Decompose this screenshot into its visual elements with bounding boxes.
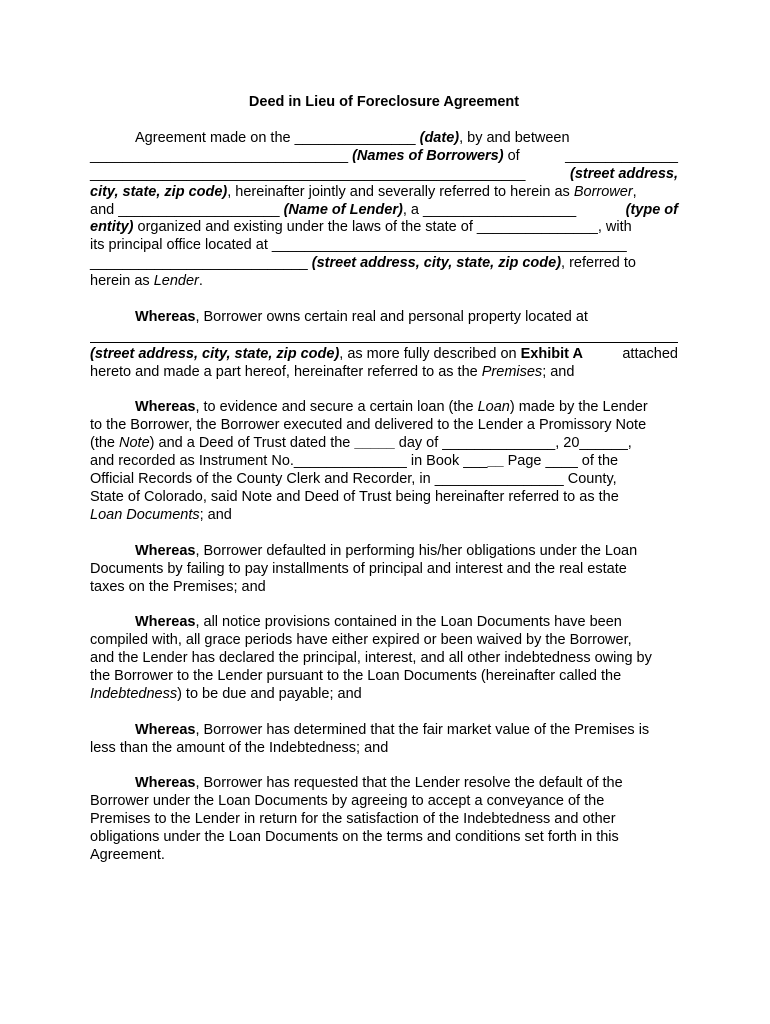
intro-line-9: herein as Lender. — [90, 273, 203, 290]
p3-line-2: to the Borrower, the Borrower executed and delivered to the Lender a Promissory Note — [90, 417, 647, 434]
intro-line-3: ______________________________________________________ (street address, — [90, 165, 678, 182]
whereas-paragraph-6 — [90, 775, 678, 865]
document-page — [90, 94, 678, 883]
p7-line-2: Borrower under the Loan Documents by agreeing to accept a conveyance of the — [90, 793, 605, 810]
document-title: Deed in Lieu of Foreclosure Agreement — [248, 94, 520, 110]
page-blank[interactable]: ____ — [545, 453, 578, 470]
whereas-paragraph-3 — [90, 543, 678, 597]
p7-line-5: Agreement. — [90, 847, 165, 864]
intro-line-6: entity) organized and existing under the laws of the state of _______________, with — [90, 219, 632, 236]
p7-line-4: obligations under the Loan Documents on the terms and conditions set forth in this — [90, 829, 619, 846]
p6-line-2: less than the amount of the Indebtedness; and — [90, 739, 389, 756]
p6-line-1: Whereas, Borrower has determined that the fair market value of the Premises is — [135, 721, 650, 738]
p4-line-3: taxes on the Premises; and — [90, 578, 266, 595]
intro-line-1: Agreement made on the _______________ (date), by and between — [135, 129, 570, 146]
p3-line-3: (the Note) and a Deed of Trust dated the _____ day of ______________, 20______, — [90, 435, 632, 452]
p5-line-1: Whereas, all notice provisions contained in the Loan Documents have been — [135, 614, 622, 631]
p2-line-1: Whereas, Borrower owns certain real and personal property located at — [135, 308, 588, 325]
whereas-paragraph-5 — [90, 722, 678, 758]
intro-line-8: ___________________________ (street address, city, state, zip code), referred to — [90, 255, 636, 272]
p5-line-5: Indebtedness) to be due and payable; and — [90, 685, 362, 702]
borrowers-blank[interactable]: ________________________________ — [90, 147, 349, 164]
p4-line-2: Documents by failing to pay installments of principal and interest and the real estate — [90, 560, 627, 577]
p3-line-5: Official Records of the County Clerk and Recorder, in ________________ County, — [90, 471, 617, 488]
whereas-paragraph-1 — [90, 309, 678, 382]
whereas-paragraph-2 — [90, 399, 678, 524]
intro-paragraph — [90, 130, 678, 291]
p5-line-4: the Borrower to the Lender pursuant to the Loan Documents (hereinafter called the — [90, 668, 622, 685]
property-address-blank[interactable] — [90, 327, 678, 343]
intro-line-2: ________________________________ (Names of Borrowers) of ______________ — [90, 147, 678, 164]
intro-line-4: city, state, zip code), hereinafter jointly and severally referred to herein as Borrower, — [90, 183, 637, 200]
p7-line-3: Premises to the Lender in return for the satisfaction of the Indebtedness and other — [90, 811, 616, 828]
whereas-paragraph-4 — [90, 614, 678, 704]
p3-line-1: Whereas, to evidence and secure a certain loan (the Loan) made by the Lender — [135, 399, 648, 416]
office-blank[interactable]: ____________________________________________ — [271, 237, 627, 254]
p5-line-3: and the Lender has declared the principal, interest, and all other indebtedness owing by — [90, 650, 652, 667]
intro-line-7: its principal office located at ____________________________________________ — [90, 237, 627, 254]
book-blank[interactable]: ___ — [463, 453, 488, 470]
p5-line-2: compiled with, all grace periods have either expired or been waived by the Borrower, — [90, 632, 632, 649]
year-blank[interactable]: ______ — [579, 435, 628, 452]
day-blank[interactable]: _____ — [354, 435, 395, 452]
state-blank[interactable]: _______________ — [476, 219, 598, 236]
p3-line-4: and recorded as Instrument No.______________ in Book _____ Page ____ of the — [90, 453, 619, 470]
p3-line-7: Loan Documents; and — [90, 506, 232, 523]
entity-blank[interactable]: ___________________ — [422, 201, 577, 218]
month-blank[interactable]: ______________ — [442, 435, 556, 452]
p7-line-1: Whereas, Borrower has requested that the Lender resolve the default of the — [135, 775, 623, 792]
borrower-address-blank-a[interactable]: ______________ — [565, 147, 678, 164]
intro-line-5: and ____________________ (Name of Lender), a ___________________ (type of — [90, 201, 678, 218]
p3-line-6: State of Colorado, said Note and Deed of Trust being hereinafter referred to as the — [90, 488, 619, 505]
borrower-address-blank-b[interactable]: ______________________________________________________ — [90, 165, 526, 182]
p2-line-2: (street address, city, state, zip code), as more fully described on Exhibit A attached — [90, 345, 678, 362]
p2-line-3: hereto and made a part hereof, hereinafter referred to as the Premises; and — [90, 363, 575, 380]
office-blank-2[interactable]: ___________________________ — [90, 255, 308, 272]
county-blank[interactable]: ________________ — [434, 471, 564, 488]
lender-blank[interactable]: ____________________ — [118, 201, 280, 218]
date-blank[interactable]: _______________ — [294, 129, 416, 146]
instrument-blank[interactable]: ______________ — [293, 453, 407, 470]
p4-line-1: Whereas, Borrower defaulted in performing his/her obligations under the Loan — [135, 542, 638, 559]
